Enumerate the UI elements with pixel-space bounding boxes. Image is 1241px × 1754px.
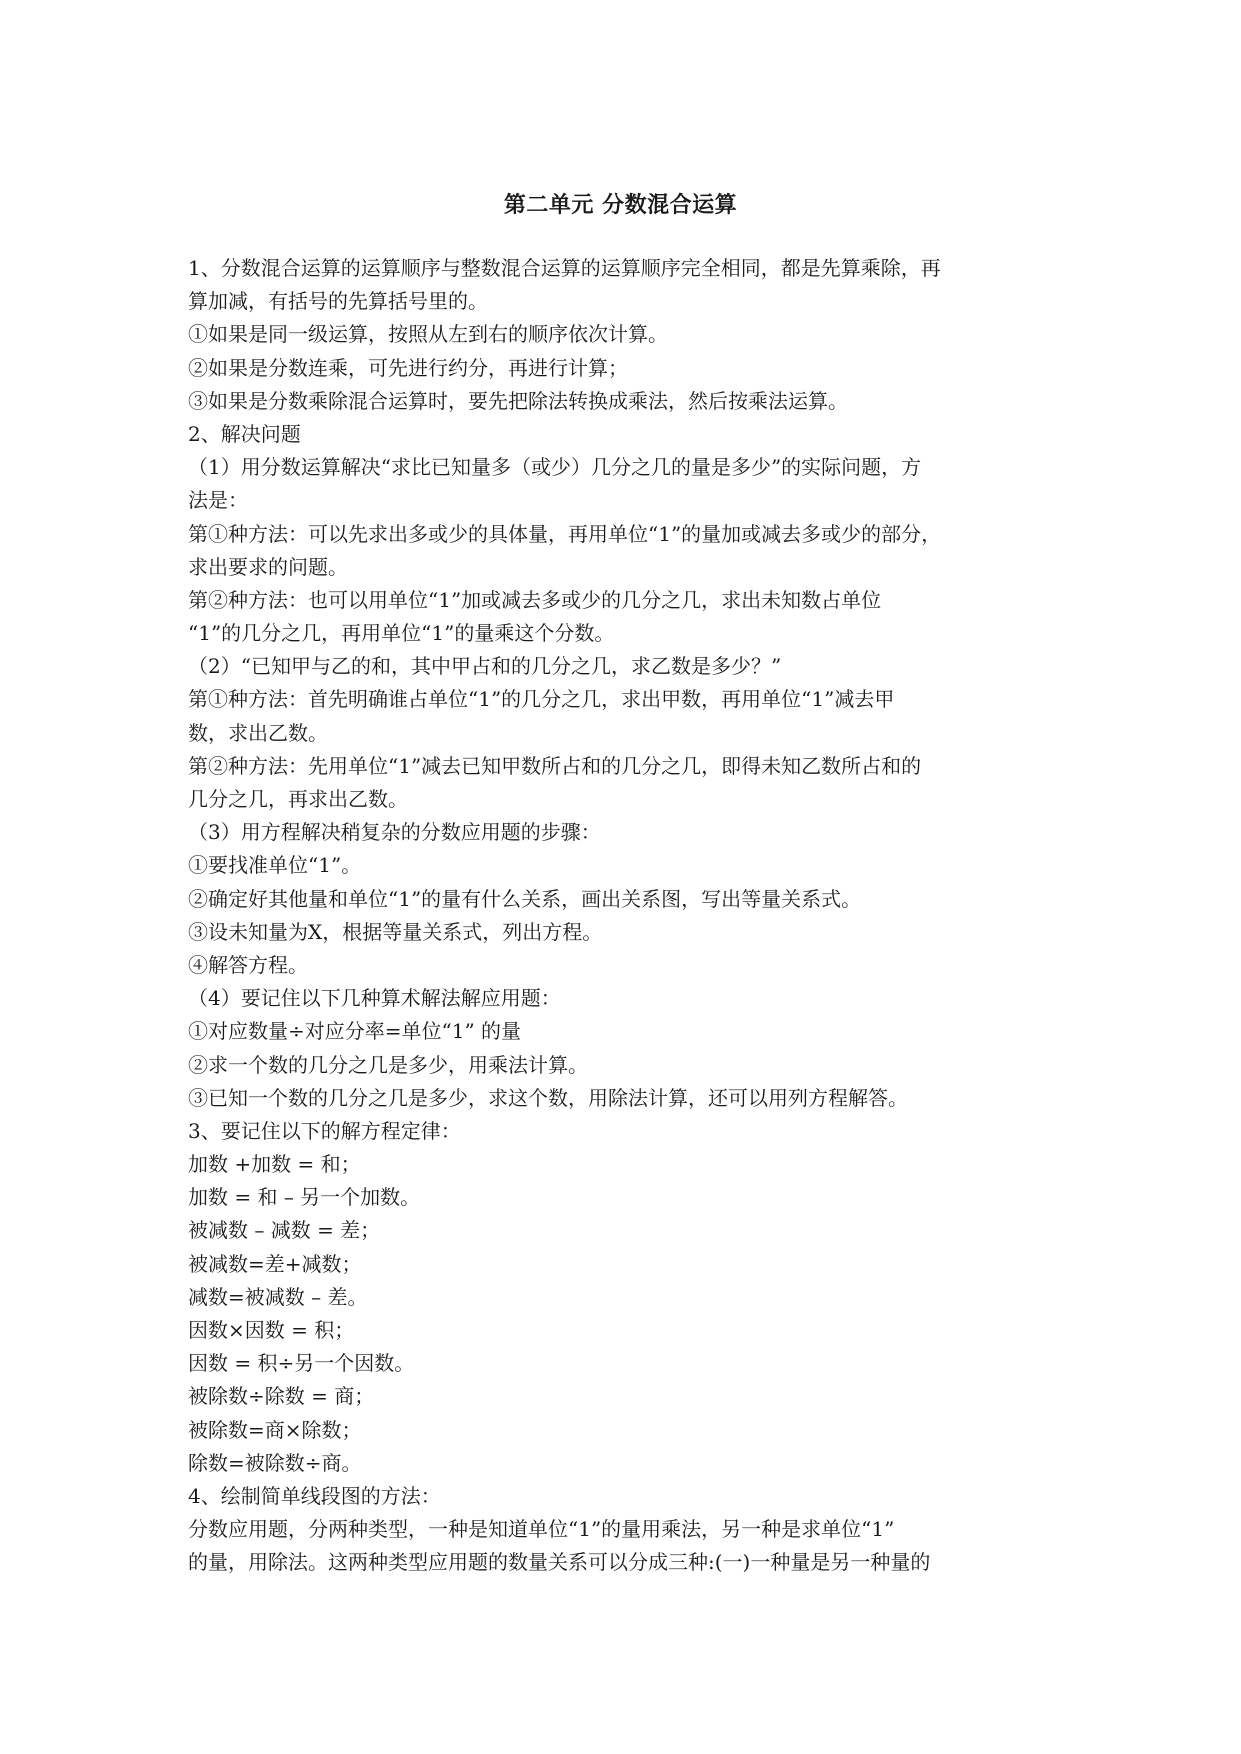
text-line: 的量，用除法。这两种类型应用题的数量关系可以分成三种:(一)一种量是另一种量的: [188, 1550, 931, 1575]
text-line: 第①种方法：可以先求出多或少的具体量，再用单位“1”的量加或减去多或少的部分，: [188, 521, 942, 546]
text-line: ②确定好其他量和单位“1”的量有什么关系，画出关系图，写出等量关系式。: [188, 886, 862, 911]
section-heading: 2、解决问题: [188, 421, 301, 446]
text-line: ①要找准单位“1”。: [188, 853, 362, 878]
text-line: （1）用分数运算解决“求比已知量多（或少）几分之几的量是多少”的实际问题，方: [188, 455, 922, 480]
text-line: （3）用方程解决稍复杂的分数应用题的步骤：: [188, 820, 601, 845]
formula-line: 加数 +加数 = 和；: [188, 1152, 361, 1177]
formula-line: 被除数=商×除数；: [188, 1417, 362, 1442]
text-line: 算加减，有括号的先算括号里的。: [188, 289, 488, 314]
text-line: 法是：: [188, 488, 248, 513]
text-line: “1”的几分之几，再用单位“1”的量乘这个分数。: [188, 621, 615, 646]
text-line: ③已知一个数的几分之几是多少，求这个数，用除法计算，还可以用列方程解答。: [188, 1085, 908, 1110]
text-line: 1、分数混合运算的运算顺序与整数混合运算的运算顺序完全相同，都是先算乘除，再: [188, 256, 941, 280]
document-body: [188, 252, 1058, 1580]
formula-line: 除数=被除数÷商。: [188, 1450, 362, 1475]
text-line: 求出要求的问题。: [188, 554, 348, 579]
text-line: （4）要记住以下几种算术解法解应用题：: [188, 986, 561, 1011]
text-line: 分数应用题，分两种类型，一种是知道单位“1”的量用乘法，另一种是求单位“1”: [188, 1517, 895, 1542]
section-heading: 4、绘制简单线段图的方法：: [188, 1483, 441, 1508]
text-line: 几分之几，再求出乙数。: [188, 787, 408, 811]
text-line: ③如果是分数乘除混合运算时，要先把除法转换成乘法，然后按乘法运算。: [188, 388, 848, 413]
formula-line: 被减数 – 减数 = 差；: [188, 1218, 381, 1243]
formula-line: 减数=被减数 – 差。: [188, 1284, 368, 1309]
text-line: 数，求出乙数。: [188, 720, 328, 745]
text-line: ①如果是同一级运算，按照从左到右的顺序依次计算。: [188, 322, 668, 347]
formula-line: 因数 = 积÷另一个因数。: [188, 1351, 415, 1376]
text-line: 第①种方法：首先明确谁占单位“1”的几分之几，求出甲数，再用单位“1”减去甲: [188, 687, 895, 712]
formula-line: 加数 = 和 – 另一个加数。: [188, 1185, 421, 1210]
text-line: 第②种方法：先用单位“1”减去已知甲数所占和的几分之几，即得未知乙数所占和的: [188, 753, 922, 778]
formula-line: 因数×因数 = 积；: [188, 1318, 355, 1342]
text-line: ③设未知量为X，根据等量关系式，列出方程。: [188, 919, 603, 944]
text-line: 第②种方法：也可以用单位“1”加或减去多或少的几分之几，求出未知数占单位: [188, 587, 882, 612]
section-heading: 3、要记住以下的解方程定律：: [188, 1118, 461, 1143]
text-line: ②求一个数的几分之几是多少，用乘法计算。: [188, 1052, 588, 1077]
page-title: 第二单元 分数混合运算: [503, 192, 738, 218]
text-line: ④解答方程。: [188, 952, 308, 977]
text-line: （2）“已知甲与乙的和，其中甲占和的几分之几，求乙数是多少？”: [188, 654, 782, 679]
text-line: ②如果是分数连乘，可先进行约分，再进行计算；: [188, 355, 628, 380]
formula-line: 被减数=差+减数；: [188, 1251, 362, 1276]
text-line: ①对应数量÷对应分率=单位“1” 的量: [188, 1019, 522, 1044]
formula-line: 被除数÷除数 = 商；: [188, 1384, 375, 1409]
